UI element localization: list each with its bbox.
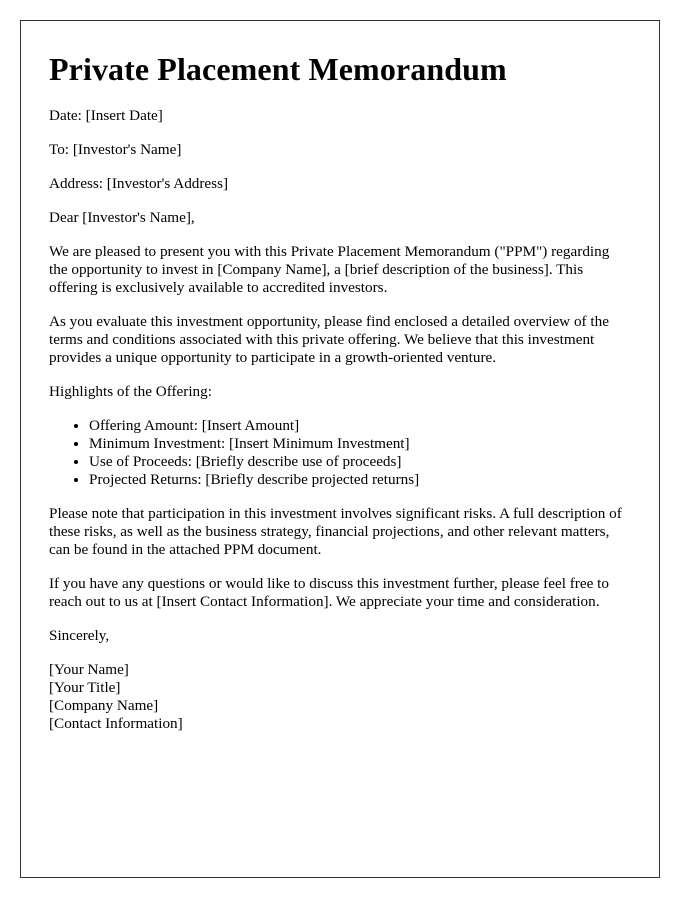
list-item: • Projected Returns: [Briefly describe projected returns] <box>89 471 631 489</box>
signature-name: [Your Name] <box>49 661 129 678</box>
risk-paragraph: Please note that participation in this investment involves significant risks. A full description of these risks, as well as the business strategy, financial projections, and other relevant matters, can be found in the attached PPM document. <box>49 505 622 558</box>
date-line: Date: [Insert Date] <box>49 107 163 124</box>
list-item: • Use of Proceeds: [Briefly describe use of proceeds] <box>89 453 631 471</box>
address-line: Address: [Investor's Address] <box>49 175 229 192</box>
letter-container <box>20 20 660 878</box>
overview-paragraph: As you evaluate this investment opportunity, please find enclosed a detailed overview of the terms and conditions associated with this private offering. We believe that this investment provides a unique opportunity to participate in a growth-oriented venture. <box>49 313 609 366</box>
highlights-heading: Highlights of the Offering: <box>49 383 212 400</box>
salutation: Dear [Investor's Name], <box>49 209 195 226</box>
recipient-line: To: [Investor's Name] <box>49 141 182 158</box>
intro-paragraph: We are pleased to present you with this Private Placement Memorandum ("PPM") regarding the opportunity to invest in [Company Name], a [brief description of the business]. This offering is exclusively available to accredited investors. <box>49 243 610 296</box>
signature-company: [Company Name] <box>49 697 159 714</box>
list-item: • Minimum Investment: [Insert Minimum Investment] <box>89 435 631 453</box>
signature-contact: [Contact Information] <box>49 715 183 732</box>
document-title: Private Placement Memorandum <box>49 51 507 87</box>
sign-off: Sincerely, <box>49 627 110 644</box>
contact-paragraph: If you have any questions or would like to discuss this investment further, please feel free to reach out to us at [Insert Contact Information]. We appreciate your time and consideration. <box>49 575 609 610</box>
signature-block <box>49 661 631 733</box>
signature-title: [Your Title] <box>49 679 121 696</box>
highlights-list <box>49 417 631 489</box>
list-item: • Offering Amount: [Insert Amount] <box>89 417 631 435</box>
